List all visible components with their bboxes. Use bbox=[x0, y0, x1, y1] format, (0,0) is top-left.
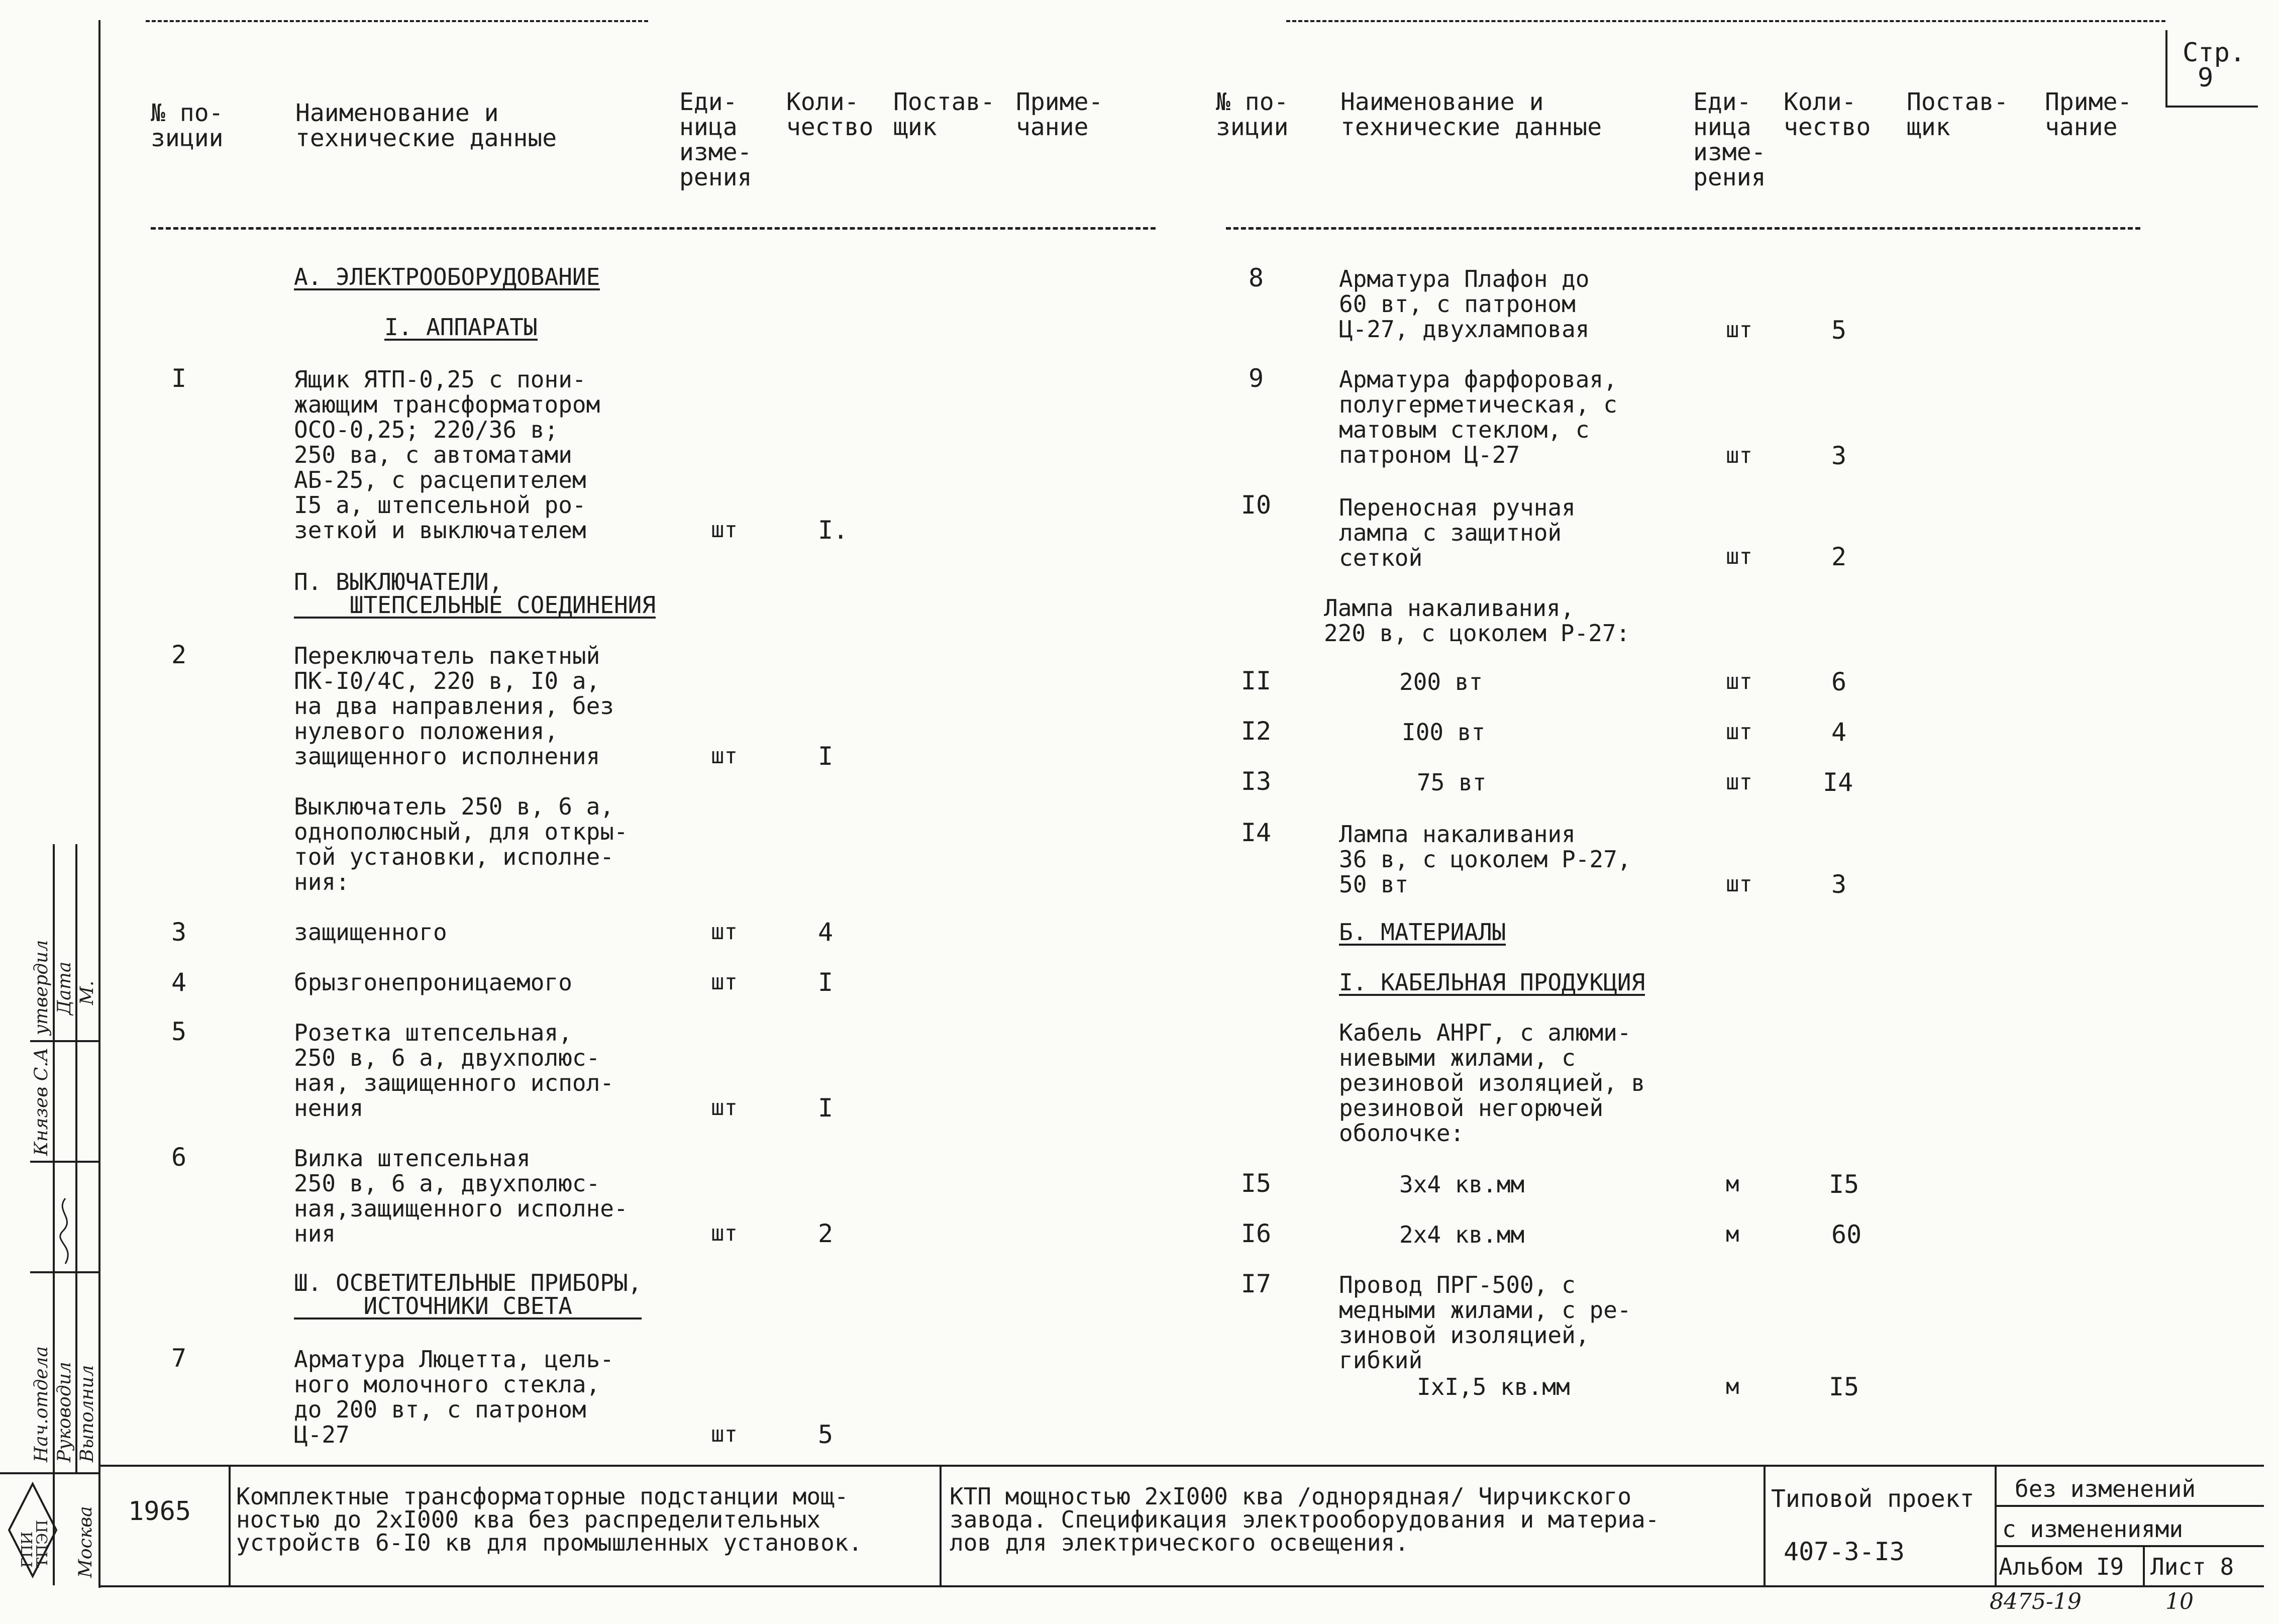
footer-title-right: КТП мощностью 2хI000 ква /однорядная/ Чирчикского завода. Спецификация электрооборудования и материа- лов для электрического освещения. bbox=[950, 1483, 1660, 1556]
subsection-switches: П. ВЫКЛЮЧАТЕЛИ, ШТЕПСЕЛЬНЫЕ СОЕДИНЕНИЯ bbox=[294, 568, 656, 619]
item-4-qty: I bbox=[818, 968, 834, 997]
footer-no-changes: без изменений bbox=[2015, 1475, 2196, 1502]
item-5-unit: шт bbox=[711, 1095, 738, 1121]
stamp-row-1 bbox=[30, 1040, 100, 1042]
pos-9: 9 bbox=[1248, 364, 1264, 393]
item-16-unit: м bbox=[1726, 1222, 1739, 1247]
item-8-name: Арматура Плафон до 60 вт, с патроном Ц-27, двухламповая bbox=[1339, 265, 1590, 343]
footer-bottom-border bbox=[98, 1585, 2264, 1587]
pos-2: 2 bbox=[171, 640, 187, 669]
item-13-qty: I4 bbox=[1823, 768, 1853, 797]
item-16-qty: 60 bbox=[1831, 1220, 1862, 1249]
item-5-qty: I bbox=[818, 1093, 834, 1123]
footer-right-row-2 bbox=[1995, 1545, 2264, 1547]
item-10-unit: шт bbox=[1726, 544, 1752, 569]
top-border-left bbox=[146, 20, 648, 22]
pos-16: I6 bbox=[1240, 1219, 1272, 1248]
header-unit-left: Еди- ница изме- рения bbox=[679, 88, 752, 191]
item-8-qty: 5 bbox=[1831, 316, 1847, 345]
item-17-unit: м bbox=[1726, 1374, 1739, 1399]
header-name-left: Наименование и технические данные bbox=[295, 99, 557, 152]
stamp-row-3 bbox=[30, 1271, 100, 1273]
item-14-qty: 3 bbox=[1831, 870, 1847, 899]
item-2-name: Переключатель пакетный ПК-I0/4С, 220 в, I0 а, на два направления, без нулевого положения, защищенного исполнения bbox=[294, 642, 614, 770]
pos-1: I bbox=[171, 364, 187, 393]
footer-div-3 bbox=[1764, 1465, 1766, 1585]
footer-with-changes: с изменениями bbox=[2002, 1515, 2184, 1543]
stamp-row-4 bbox=[0, 1472, 100, 1474]
org-city: Москва bbox=[75, 1506, 96, 1578]
signature-mark bbox=[50, 1196, 80, 1266]
pos-4: 4 bbox=[171, 968, 187, 997]
header-qty-right: Коли- чество bbox=[1784, 88, 1871, 141]
footer-album-divider bbox=[2143, 1545, 2145, 1585]
item-14-unit: шт bbox=[1726, 871, 1752, 897]
item-4-name: брызгонепроницаемого bbox=[294, 969, 572, 996]
page-number-box bbox=[2165, 30, 2258, 108]
item-14-name: Лампа накаливания 36 в, с цоколем Р-27, 50 вт bbox=[1339, 821, 1631, 898]
subsection-lighting: Ш. ОСВЕТИТЕЛЬНЫЕ ПРИБОРЫ, ИСТОЧНИКИ СВЕТА bbox=[294, 1269, 642, 1320]
item-13-name: 75 вт bbox=[1417, 769, 1487, 796]
item-16-name: 2х4 кв.мм bbox=[1399, 1221, 1525, 1248]
pos-8: 8 bbox=[1248, 263, 1264, 292]
item-11-name: 200 вт bbox=[1399, 668, 1483, 695]
item-4-unit: шт bbox=[711, 969, 738, 995]
section-b-heading: Б. МАТЕРИАЛЫ bbox=[1339, 919, 1506, 946]
org-logo-text: ГПИ ТПЭП bbox=[19, 1519, 51, 1568]
subsection-apparatus: I. АППАРАТЫ bbox=[384, 314, 538, 341]
item-6-unit: шт bbox=[711, 1221, 738, 1246]
header-separator-right bbox=[1226, 227, 2140, 230]
item-17-sub-name: IхI,5 кв.мм bbox=[1417, 1373, 1570, 1400]
top-border-right bbox=[1286, 20, 2165, 22]
footer-project-label: Типовой проект bbox=[1771, 1485, 1975, 1513]
pos-13: I3 bbox=[1240, 767, 1272, 796]
handwritten-page-number: 10 bbox=[2165, 1589, 2194, 1614]
stamp-col-mark: М. bbox=[77, 980, 97, 1005]
pos-5: 5 bbox=[171, 1017, 187, 1046]
footer-album: Альбом I9 bbox=[1999, 1553, 2124, 1580]
item-6-qty: 2 bbox=[818, 1219, 834, 1248]
cable-group-name: Кабель АНРГ, с алюми- ниевыми жилами, с резиновой изоляцией, в резиновой негорючей оболочке: bbox=[1339, 1019, 1645, 1147]
item-7-unit: шт bbox=[711, 1422, 738, 1447]
item-10-name: Переносная ручная лампа с защитной сеткой bbox=[1339, 494, 1576, 571]
item-3-name: защищенного bbox=[294, 919, 447, 946]
item-1-unit: шт bbox=[711, 517, 738, 543]
footer-sheet: Лист 8 bbox=[2150, 1553, 2234, 1580]
header-separator-left bbox=[151, 227, 1156, 230]
footer-title-left: Комплектные трансформаторные подстанции мощ- ностью до 2хI000 ква без распределительных устройств 6-I0 кв для промышленных установок. bbox=[236, 1483, 863, 1556]
item-1-name: Ящик ЯТП-0,25 с пони- жающим трансформатором ОСО-0,25; 220/36 в; 250 ва, с автоматами АБ-25, с расцепителем I5 а, штепсельной ро- зеткой и выключателем bbox=[294, 366, 600, 544]
pos-3: 3 bbox=[171, 918, 187, 947]
pos-14: I4 bbox=[1240, 818, 1272, 847]
item-15-unit: м bbox=[1726, 1171, 1739, 1197]
item-5-name: Розетка штепсельная, 250 в, 6 а, двухполюс- ная, защищенного испол- нения bbox=[294, 1019, 614, 1122]
item-15-name: 3х4 кв.мм bbox=[1399, 1171, 1525, 1198]
pos-6: 6 bbox=[171, 1143, 187, 1172]
item-7-qty: 5 bbox=[818, 1420, 834, 1449]
footer-div-2 bbox=[940, 1465, 942, 1585]
subsection-cable: I. КАБЕЛЬНАЯ ПРОДУКЦИЯ bbox=[1339, 969, 1645, 996]
pos-11: II bbox=[1240, 666, 1272, 695]
item-12-name: I00 вт bbox=[1402, 719, 1486, 746]
item-11-unit: шт bbox=[1726, 669, 1752, 694]
item-2-unit: шт bbox=[711, 743, 738, 769]
item-12-qty: 4 bbox=[1831, 718, 1847, 747]
page-label: Стр. bbox=[2183, 38, 2246, 68]
item-10-qty: 2 bbox=[1831, 542, 1847, 571]
item-17-name: Провод ПРГ-500, с медными жилами, с ре- зиновой изоляцией, гибкий bbox=[1339, 1271, 1631, 1374]
header-pos-right: № по- зиции bbox=[1216, 88, 1289, 141]
stamp-role-exec: Выполнил bbox=[77, 1365, 97, 1462]
pos-7: 7 bbox=[171, 1344, 187, 1373]
footer-project-number: 407-3-I3 bbox=[1784, 1537, 1905, 1566]
item-3-unit: шт bbox=[711, 919, 738, 945]
pos-15: I5 bbox=[1240, 1169, 1272, 1198]
item-8-unit: шт bbox=[1726, 317, 1752, 343]
header-qty-left: Коли- чество bbox=[786, 88, 874, 141]
header-note-left: Приме- чание bbox=[1016, 88, 1103, 141]
stamp-col-title: утвердил bbox=[31, 940, 52, 1035]
item-15-qty: I5 bbox=[1829, 1170, 1859, 1199]
item-2-qty: I bbox=[818, 742, 834, 771]
section-a-heading: А. ЭЛЕКТРООБОРУДОВАНИЕ bbox=[294, 263, 600, 290]
item-11-qty: 6 bbox=[1831, 667, 1847, 696]
frame-left-border bbox=[98, 20, 100, 1588]
item-12-unit: шт bbox=[1726, 719, 1752, 745]
stamp-signer-name: Князев С.А bbox=[31, 1048, 52, 1156]
footer-right-row-1 bbox=[1995, 1505, 2264, 1507]
header-unit-right: Еди- ница изме- рения bbox=[1693, 88, 1766, 191]
item-17-qty: I5 bbox=[1829, 1372, 1859, 1401]
item-13-unit: шт bbox=[1726, 769, 1752, 795]
stamp-row-2 bbox=[30, 1161, 100, 1163]
handwritten-archive-number: 8475-19 bbox=[1990, 1589, 2082, 1614]
footer-div-4 bbox=[1995, 1465, 1997, 1585]
item-6-name: Вилка штепсельная 250 в, 6 а, двухполюс- ная,защищенного исполне- ния bbox=[294, 1145, 628, 1247]
header-name-right: Наименование и технические данные bbox=[1340, 88, 1602, 141]
item-9-qty: 3 bbox=[1831, 441, 1847, 470]
pos-12: I2 bbox=[1240, 717, 1272, 746]
item-1-qty: I. bbox=[818, 516, 849, 545]
stamp-col-date: Дата bbox=[54, 961, 75, 1015]
footer-year: 1965 bbox=[128, 1496, 191, 1527]
item-7-name: Арматура Люцетта, цель- ного молочного стекла, до 200 вт, с патроном Ц-27 bbox=[294, 1346, 614, 1448]
item-switch-group-name: Выключатель 250 в, 6 а, однополюсный, для откры- той установки, исполне- ния: bbox=[294, 793, 628, 895]
lamp-220-group-name: Лампа накаливания, 220 в, с цоколем Р-27: bbox=[1324, 594, 1630, 647]
stamp-role-head: Нач.отдела bbox=[31, 1346, 52, 1462]
item-3-qty: 4 bbox=[818, 918, 834, 947]
footer-top-border bbox=[98, 1465, 2264, 1467]
header-note-right: Приме- чание bbox=[2045, 88, 2132, 141]
page-number: 9 bbox=[2198, 63, 2214, 93]
item-9-name: Арматура фарфоровая, полугерметическая, с матовым стеклом, с патроном Ц-27 bbox=[1339, 366, 1617, 468]
stamp-role-lead: Руководил bbox=[54, 1362, 75, 1462]
header-pos-left: № по- зиции bbox=[151, 99, 224, 152]
pos-17: I7 bbox=[1240, 1269, 1272, 1298]
header-supplier-right: Постав- щик bbox=[1907, 88, 2009, 141]
header-supplier-left: Постав- щик bbox=[893, 88, 995, 141]
item-9-unit: шт bbox=[1726, 443, 1752, 468]
pos-10: I0 bbox=[1240, 490, 1272, 520]
footer-div-1 bbox=[229, 1465, 231, 1585]
